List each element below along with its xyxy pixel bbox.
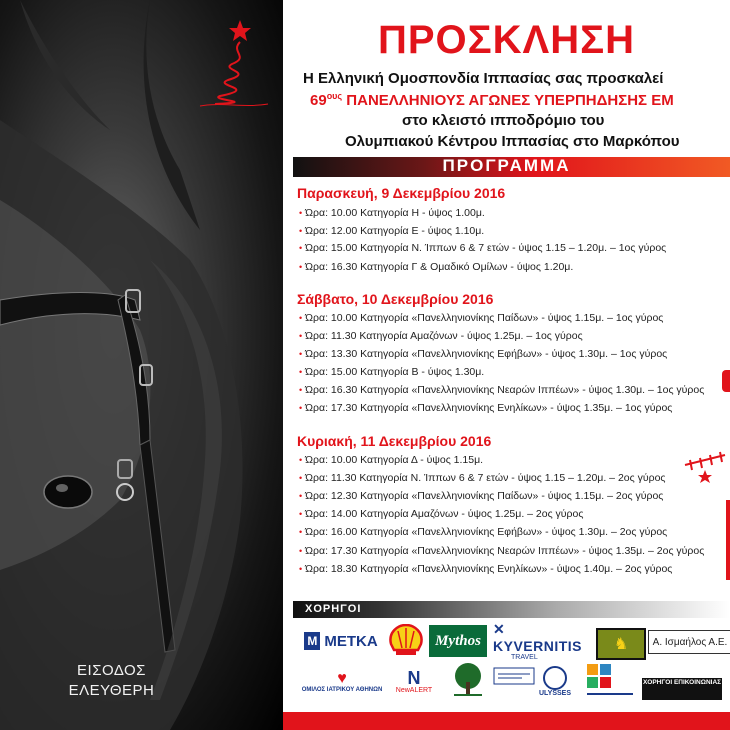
day-title: Κυριακή, 11 Δεκεμβρίου 2016 [297,433,492,449]
schedule-row: • Ώρα: 11.30 Κατηγορία Ν. Ίππων 6 & 7 ετών - ύψος 1.15 – 1.20μ. – 2ος γύρος [299,472,666,484]
kyvernitis-mark-icon: ✕ [493,621,506,637]
schedule-row: • Ώρα: 10.00 Κατηγορία Η - ύψος 1.00μ. [299,207,485,219]
schedule-row: • Ώρα: 11.30 Κατηγορία Αμαζόνων - ύψος 1.25μ. – 1ος γύρος [299,330,583,342]
bottom-red-stripe [283,712,730,730]
schedule-row: • Ώρα: 15.00 Κατηγορία Β - ύψος 1.30μ. [299,366,485,378]
sponsor-kyvernitis-logo: ✕ KYVERNITIS TRAVEL [493,621,583,661]
schedule-row: • Ώρα: 17.30 Κατηγορία «Πανελληνιονίκης Νεαρών Ιππέων» - ύψος 1.35μ. – 2ος γύρος [299,545,705,557]
schedule-row: • Ώρα: 16.30 Κατηγορία «Πανελληνιονίκης Νεαρών Ιππέων» - ύψος 1.30μ. – 1ος γύρος [299,384,705,396]
red-decoration [726,500,730,580]
program-label: ΠΡΟΓΡΑΜΜΑ [442,156,571,175]
red-decoration [722,370,730,392]
header-line3: στο κλειστό ιπποδρόμιο του [402,112,605,129]
sponsor-mythos-logo: Mythos [429,625,487,657]
free-entry-line2: ΕΛΕΥΘΕΡΗ [68,682,155,699]
header-line1: Η Ελληνική Ομοσπονδία Ιππασίας σας προσκαλεί [303,70,664,87]
invitation-title: ΠΡΟΣΚΛΗΣΗ [377,18,636,62]
sponsor-colored-blocks-logo-icon [585,662,635,700]
schedule-row: • Ώρα: 10.00 Κατηγορία «Πανελληνιονίκης Παίδων» - ύψος 1.15μ. – 1ος γύρος [299,312,664,324]
horse-photo-panel [0,0,283,730]
horse-jump-icon: ♞ [613,636,629,653]
day-title: Σάββατο, 10 Δεκεμβρίου 2016 [297,291,494,307]
schedule-row: • Ώρα: 16.00 Κατηγορία «Πανελληνιονίκης Εφήβων» - ύψος 1.30μ. – 2ος γύρος [299,526,668,538]
sponsor-tree-logo-icon [450,662,486,698]
free-entry-line1: ΕΙΣΟΔΟΣ [77,662,146,679]
sponsor-iatrikos-logo: ♥ ΟΜΙΛΟΣ ΙΑΤΡΙΚΟΥ ΑΘΗΝΩΝ [301,670,383,693]
sponsor-equestrian-logo [596,628,646,660]
snowflake-decoration-icon [680,440,730,490]
schedule-row: • Ώρα: 12.30 Κατηγορία «Πανελληνιονίκης Παίδων» - ύψος 1.15μ. – 2ος γύρος [299,490,664,502]
metka-mark-icon: M [304,632,320,650]
schedule-row: • Ώρα: 17.30 Κατηγορία «Πανελληνιονίκης Ενηλίκων» - ύψος 1.35μ. – 1ος γύρος [299,402,673,414]
sponsor-shell-logo-icon [388,624,424,656]
sponsor-newalert-logo: N NewALERT [395,667,433,694]
schedule-row: • Ώρα: 12.00 Κατηγορία Ε - ύψος 1.10μ. [299,225,485,237]
schedule-row: • Ώρα: 15.00 Κατηγορία Ν. Ίππων 6 & 7 ετών - ύψος 1.15 – 1.20μ. – 1ος γύρος [299,242,667,254]
sponsor-small-logo-icon [492,664,536,688]
sponsor-metka-logo: M METKA [298,628,384,654]
newalert-n-icon: N [407,667,421,688]
communication-sponsors-label: ΧΟΡΗΓΟΙ ΕΠΙΚΟΙΝΩΝΙΑΣ [642,678,722,700]
christmas-tree-icon [190,12,270,112]
ulysses-globe-icon [543,666,567,690]
schedule-row: • Ώρα: 10.00 Κατηγορία Δ - ύψος 1.15μ. [299,454,484,466]
sponsors-label: ΧΟΡΗΓΟΙ [305,603,362,615]
sponsor-ulysses-logo: ULYSSES [535,664,575,698]
header-line4: Ολυμπιακού Κέντρου Ιππασίας στο Μαρκόπου [345,133,680,150]
heart-icon: ♥ [337,670,347,687]
header-line2: $69^{o\upsilon\varsigma}$ ΠΑΝΕΛΛΗΝΙΟΥΣ ΑΓΩΝΕΣ ΥΠΕΡΠΗΔΗΣΗΣ ΕΜ [310,91,674,109]
schedule-row: • Ώρα: 13.30 Κατηγορία «Πανελληνιονίκης Εφήβων» - ύψος 1.30μ. – 1ος γύρος [299,348,668,360]
day-title: Παρασκευή, 9 Δεκεμβρίου 2016 [297,185,506,201]
schedule-row: • Ώρα: 14.00 Κατηγορία Αμαζόνων - ύψος 1.25μ. – 2ος γύρος [299,508,584,520]
sponsor-ismailos-logo: Α. Ισμαήλος Α.Ε. [648,630,730,654]
schedule-row: • Ώρα: 18.30 Κατηγορία «Πανελληνιονίκης Ενηλίκων» - ύψος 1.40μ. – 2ος γύρος [299,563,673,575]
schedule-row: • Ώρα: 16.30 Κατηγορία Γ & Ομαδικό Ομίλων - ύψος 1.20μ. [299,261,574,273]
